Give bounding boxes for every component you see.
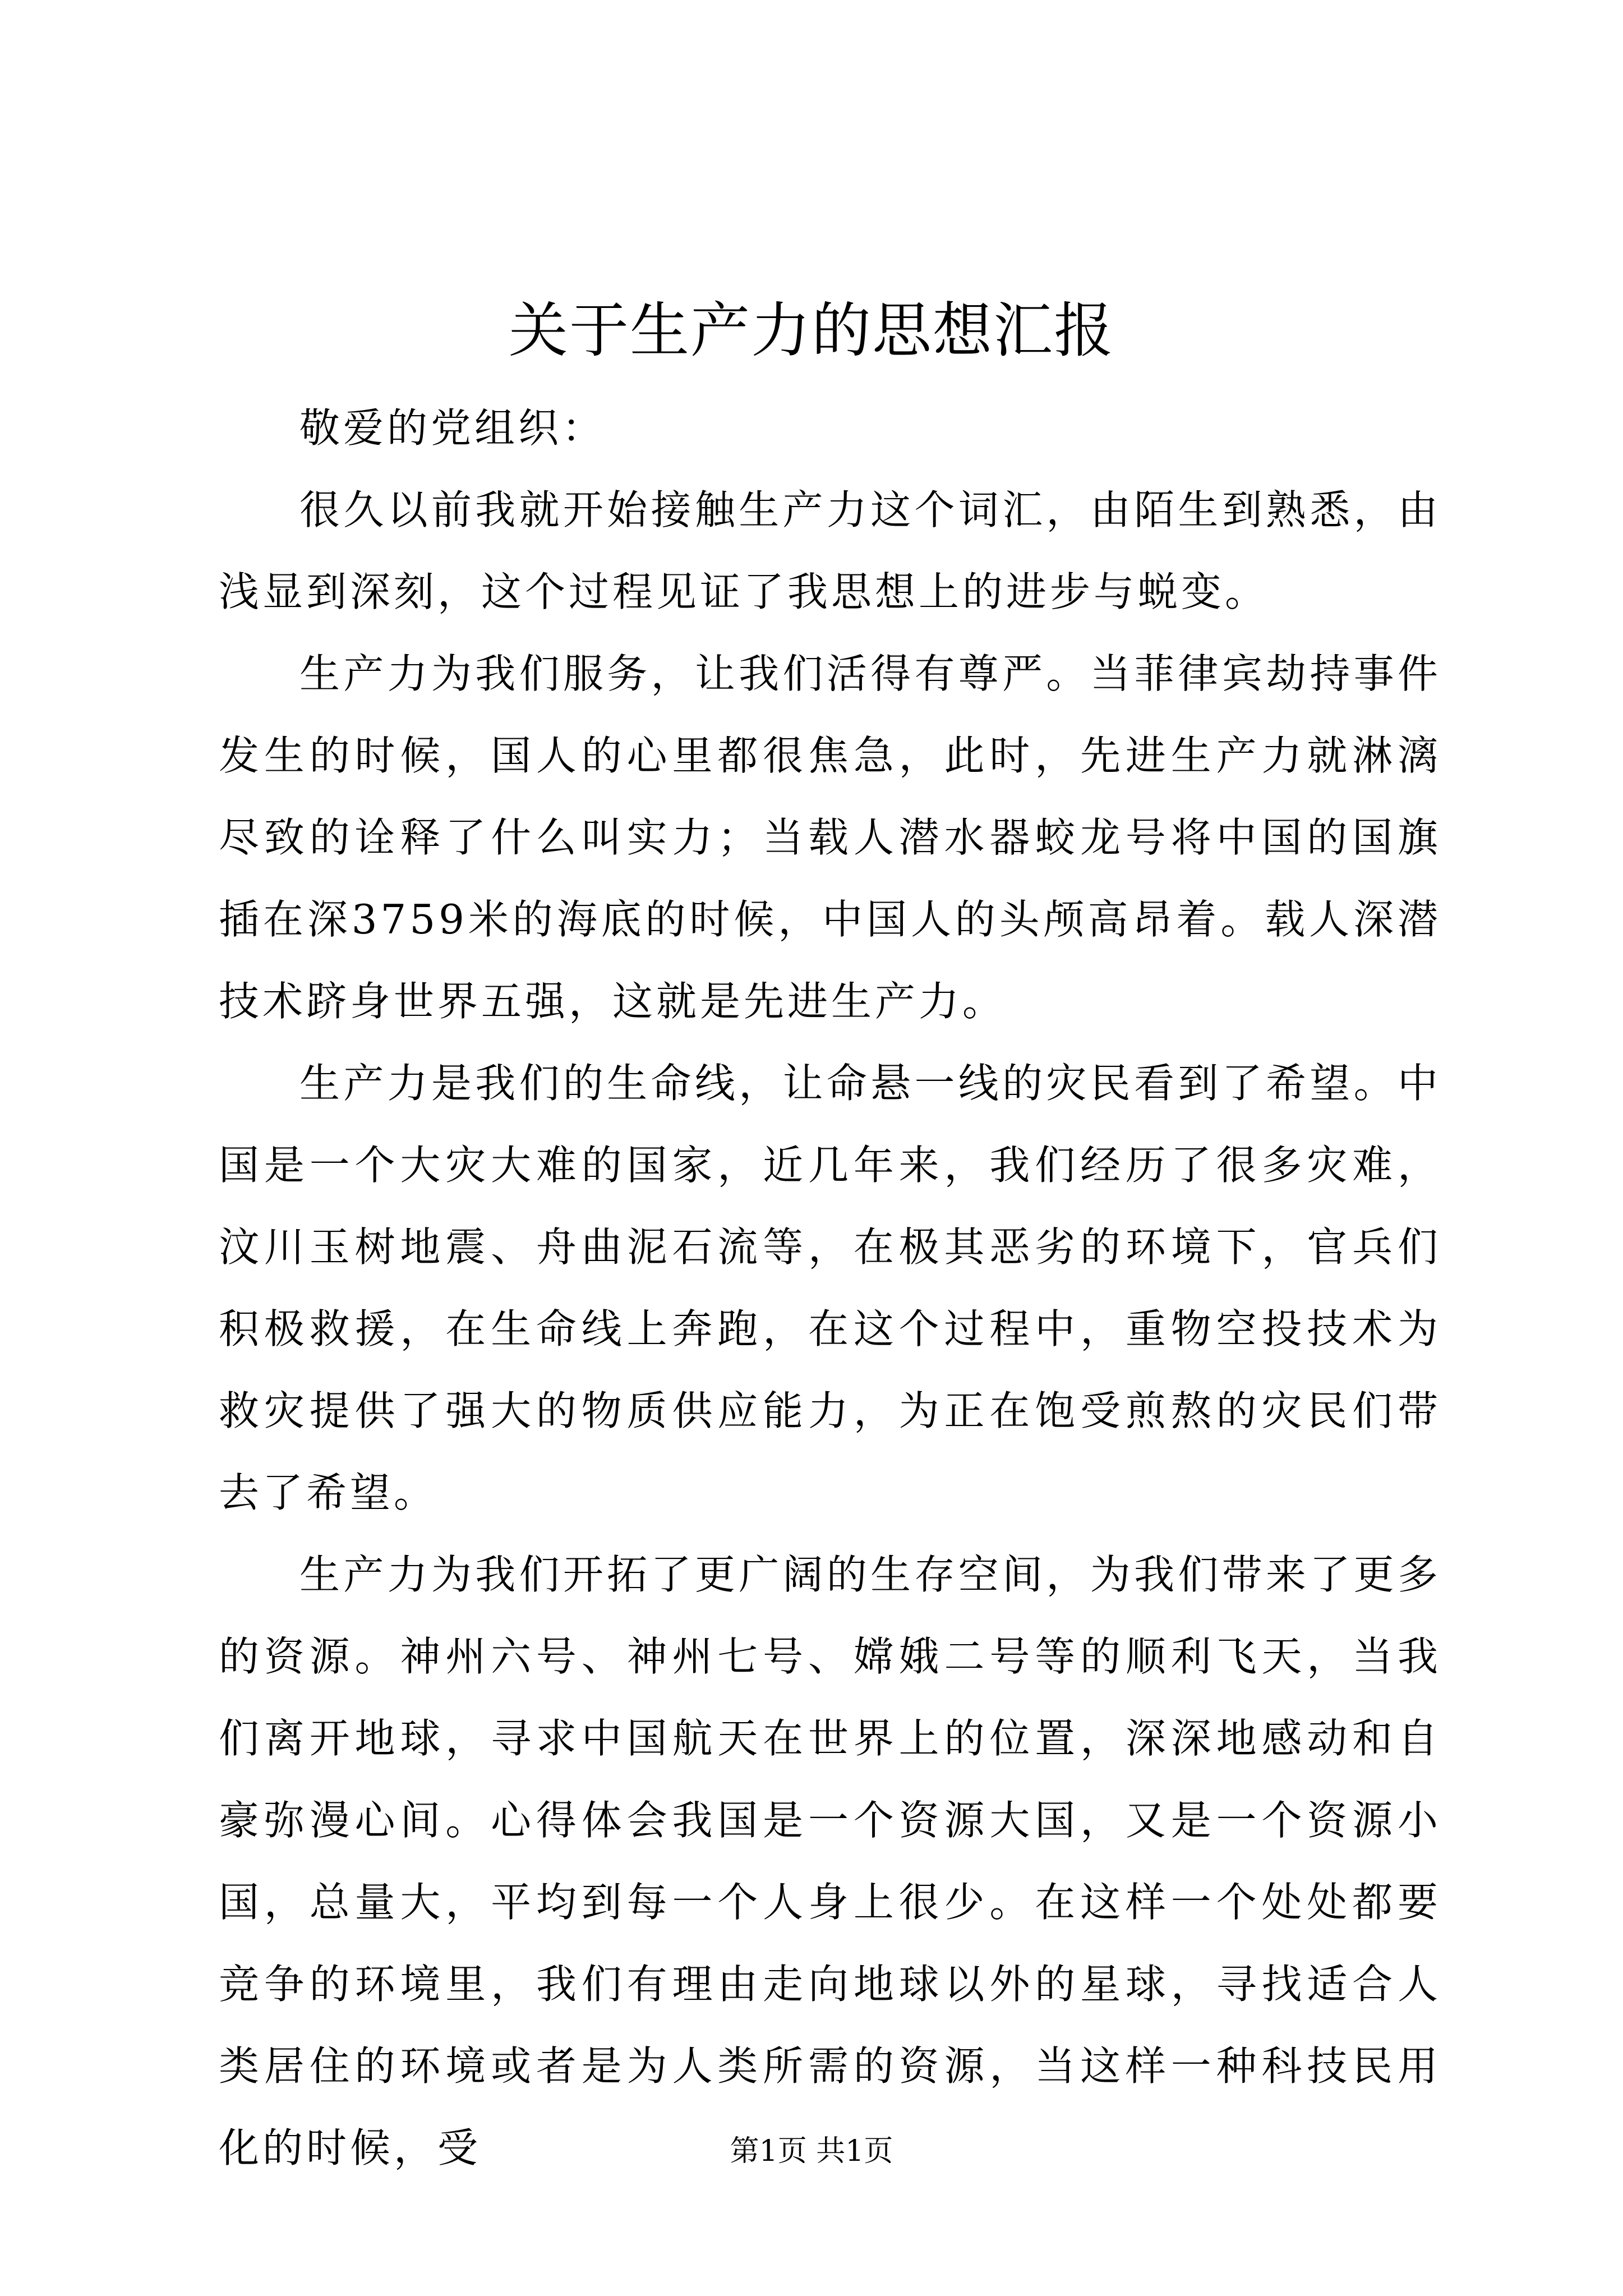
paragraph-1: 很久以前我就开始接触生产力这个词汇，由陌生到熟悉，由浅显到深刻，这个过程见证了我思想上的进步与蜕变。 — [219, 486, 1441, 615]
page-footer: 第1页 共1页 — [730, 2134, 893, 2168]
paragraph-3: 生产力是我们的生命线，让命悬一线的灾民看到了希望。中国是一个大灾大难的国家，近几年来，我们经历了很多灾难，汶川玉树地震、舟曲泥石流等，在极其恶劣的环境下，官兵们积极救援，在生命线上奔跑，在这个过程中，重物空投技术为救灾提供了强大的物质供应能力，为正在饱受煎熬的灾民们带去了希望。 — [219, 1060, 1441, 1516]
salutation: 敬爱的党组织： — [299, 404, 606, 452]
document-title: 关于生产力的思想汇报 — [509, 296, 1114, 365]
paragraph-4: 生产力为我们开拓了更广阔的生存空间，为我们带来了更多的资源。神州六号、神州七号、嫦娥二号等的顺利飞天，当我们离开地球，寻求中国航天在世界上的位置，深深地感动和自豪弥漫心间。心得体会我国是一个资源大国，又是一个资源小国，总量大，平均到每一个人身上很少。在这样一个处处都要竞争的环境里，我们有理由走向地球以外的星球，寻找适合人类居住的环境或者是为人类所需的资源，当这样一种科技民用化的时候，受 — [219, 1551, 1441, 2171]
document-body — [219, 387, 1441, 2189]
paragraph-2: 生产力为我们服务，让我们活得有尊严。当菲律宾劫持事件发生的时候，国人的心里都很焦急，此时，先进生产力就淋漓尽致的诠释了什么叫实力；当载人潜水器蛟龙号将中国的国旗插在深3759米的海底的时候，中国人的头颅高昂着。载人深潜技术跻身世界五强，这就是先进生产力。 — [219, 650, 1441, 1025]
